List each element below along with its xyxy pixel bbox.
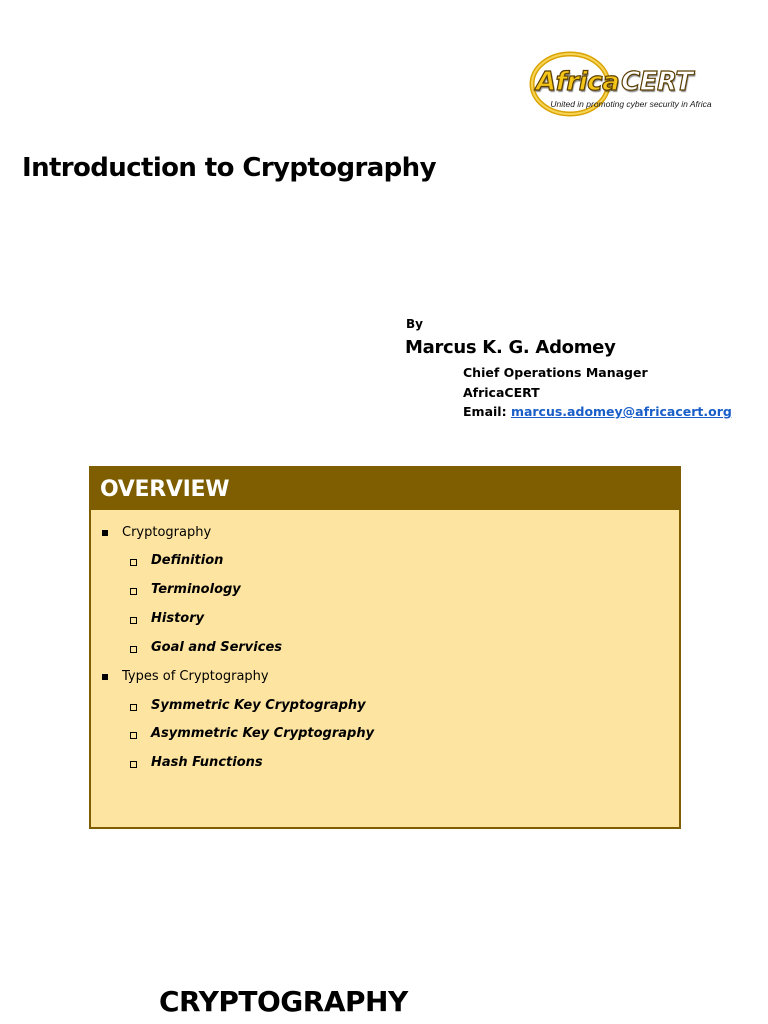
hollow-square-bullet-icon (130, 732, 137, 739)
square-bullet-icon (102, 674, 108, 680)
hollow-square-bullet-icon (130, 761, 137, 768)
by-label: By (406, 317, 423, 331)
hollow-square-bullet-icon (130, 588, 137, 595)
hollow-square-bullet-icon (130, 617, 137, 624)
list-item-label: Hash Functions (151, 755, 263, 770)
page-title: Introduction to Cryptography (22, 153, 436, 183)
hollow-square-bullet-icon (130, 646, 137, 653)
square-bullet-icon (102, 530, 108, 536)
author-organization: AfricaCERT (463, 384, 540, 400)
hollow-square-bullet-icon (130, 704, 137, 711)
list-item-label: Symmetric Key Cryptography (151, 698, 366, 713)
list-item-label: History (151, 611, 205, 626)
author-email-line (463, 402, 732, 422)
list-item-label: Cryptography (122, 525, 212, 540)
logo-wordmark-prefix: Africa (536, 67, 620, 97)
list-item-label: Types of Cryptography (122, 669, 269, 684)
logo-wordmark (536, 62, 726, 102)
hollow-square-bullet-icon (130, 559, 137, 566)
overview-heading: OVERVIEW (91, 468, 679, 510)
list-item-label: Terminology (151, 582, 241, 597)
overview-panel (89, 466, 681, 829)
logo-tagline: United in promoting cyber security in Africa (550, 99, 712, 109)
list-item-label: Asymmetric Key Cryptography (151, 726, 375, 741)
email-link[interactable]: marcus.adomey@africacert.org (510, 404, 732, 419)
author-role: Chief Operations Manager (463, 365, 648, 380)
section-heading: CRYPTOGRAPHY (159, 985, 408, 1018)
africacert-logo (528, 50, 728, 120)
list-item-label: Definition (151, 553, 224, 568)
author-name: Marcus K. G. Adomey (405, 337, 616, 358)
logo-wordmark-suffix: CERT (621, 67, 693, 97)
email-label: Email: (463, 404, 507, 419)
author-details (463, 363, 732, 422)
list-item-label: Goal and Services (151, 640, 282, 655)
